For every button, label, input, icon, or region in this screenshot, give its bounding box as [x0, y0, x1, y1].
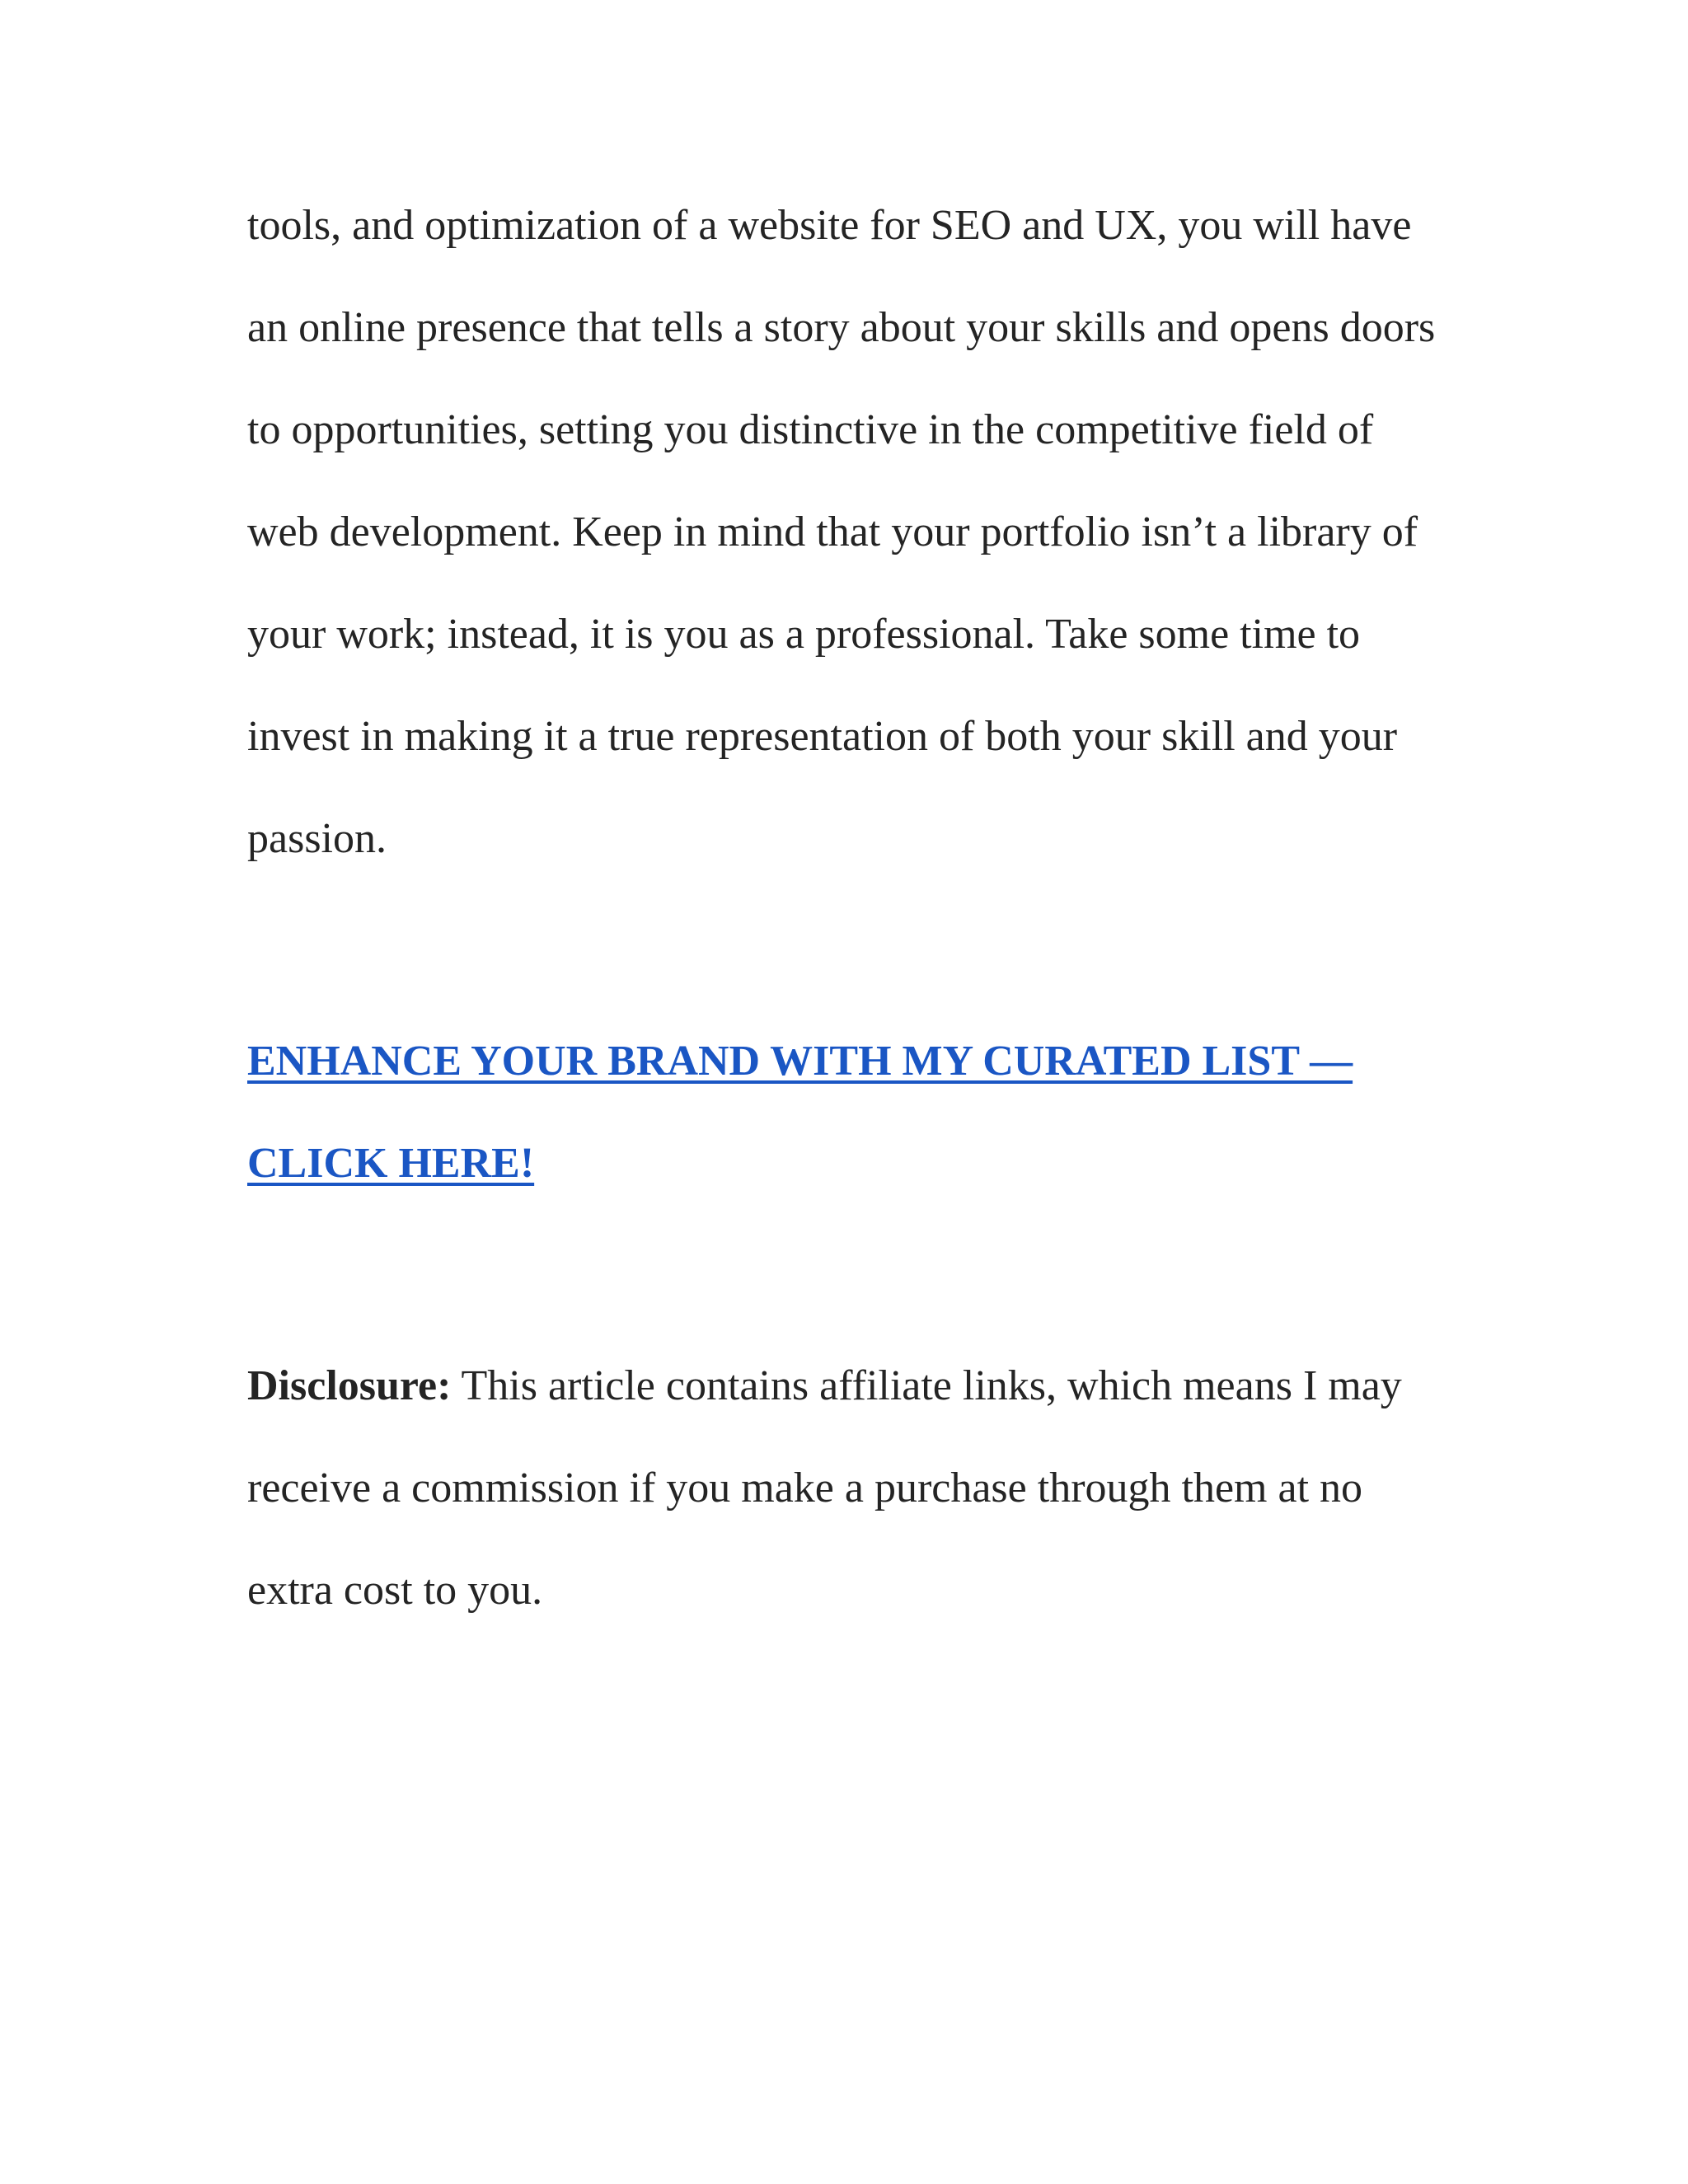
curated-list-link[interactable]: ENHANCE YOUR BRAND WITH MY CURATED LIST — CLICK HERE! — [247, 1038, 1353, 1187]
disclosure-paragraph — [247, 1335, 1451, 1642]
cta-block — [247, 1010, 1451, 1215]
closing-paragraph: tools, and optimization of a website for SEO and UX, you will have an online presence that tells a story about your skills and opens doors to opportunities, setting you distinctive in the competitive field of web development. Keep in mind that your portfolio isn’t a library of your work; instead, it is you as a professional. Take some time to invest in making it a true representation of both your skill and your passion. — [247, 202, 1436, 862]
disclosure-text: This article contains affiliate links, which means I may receive a commission if you make a purchase through them at no extra cost to you. — [247, 1362, 1402, 1614]
article-body — [247, 175, 1451, 1642]
disclosure-label: Disclosure: — [247, 1362, 452, 1409]
